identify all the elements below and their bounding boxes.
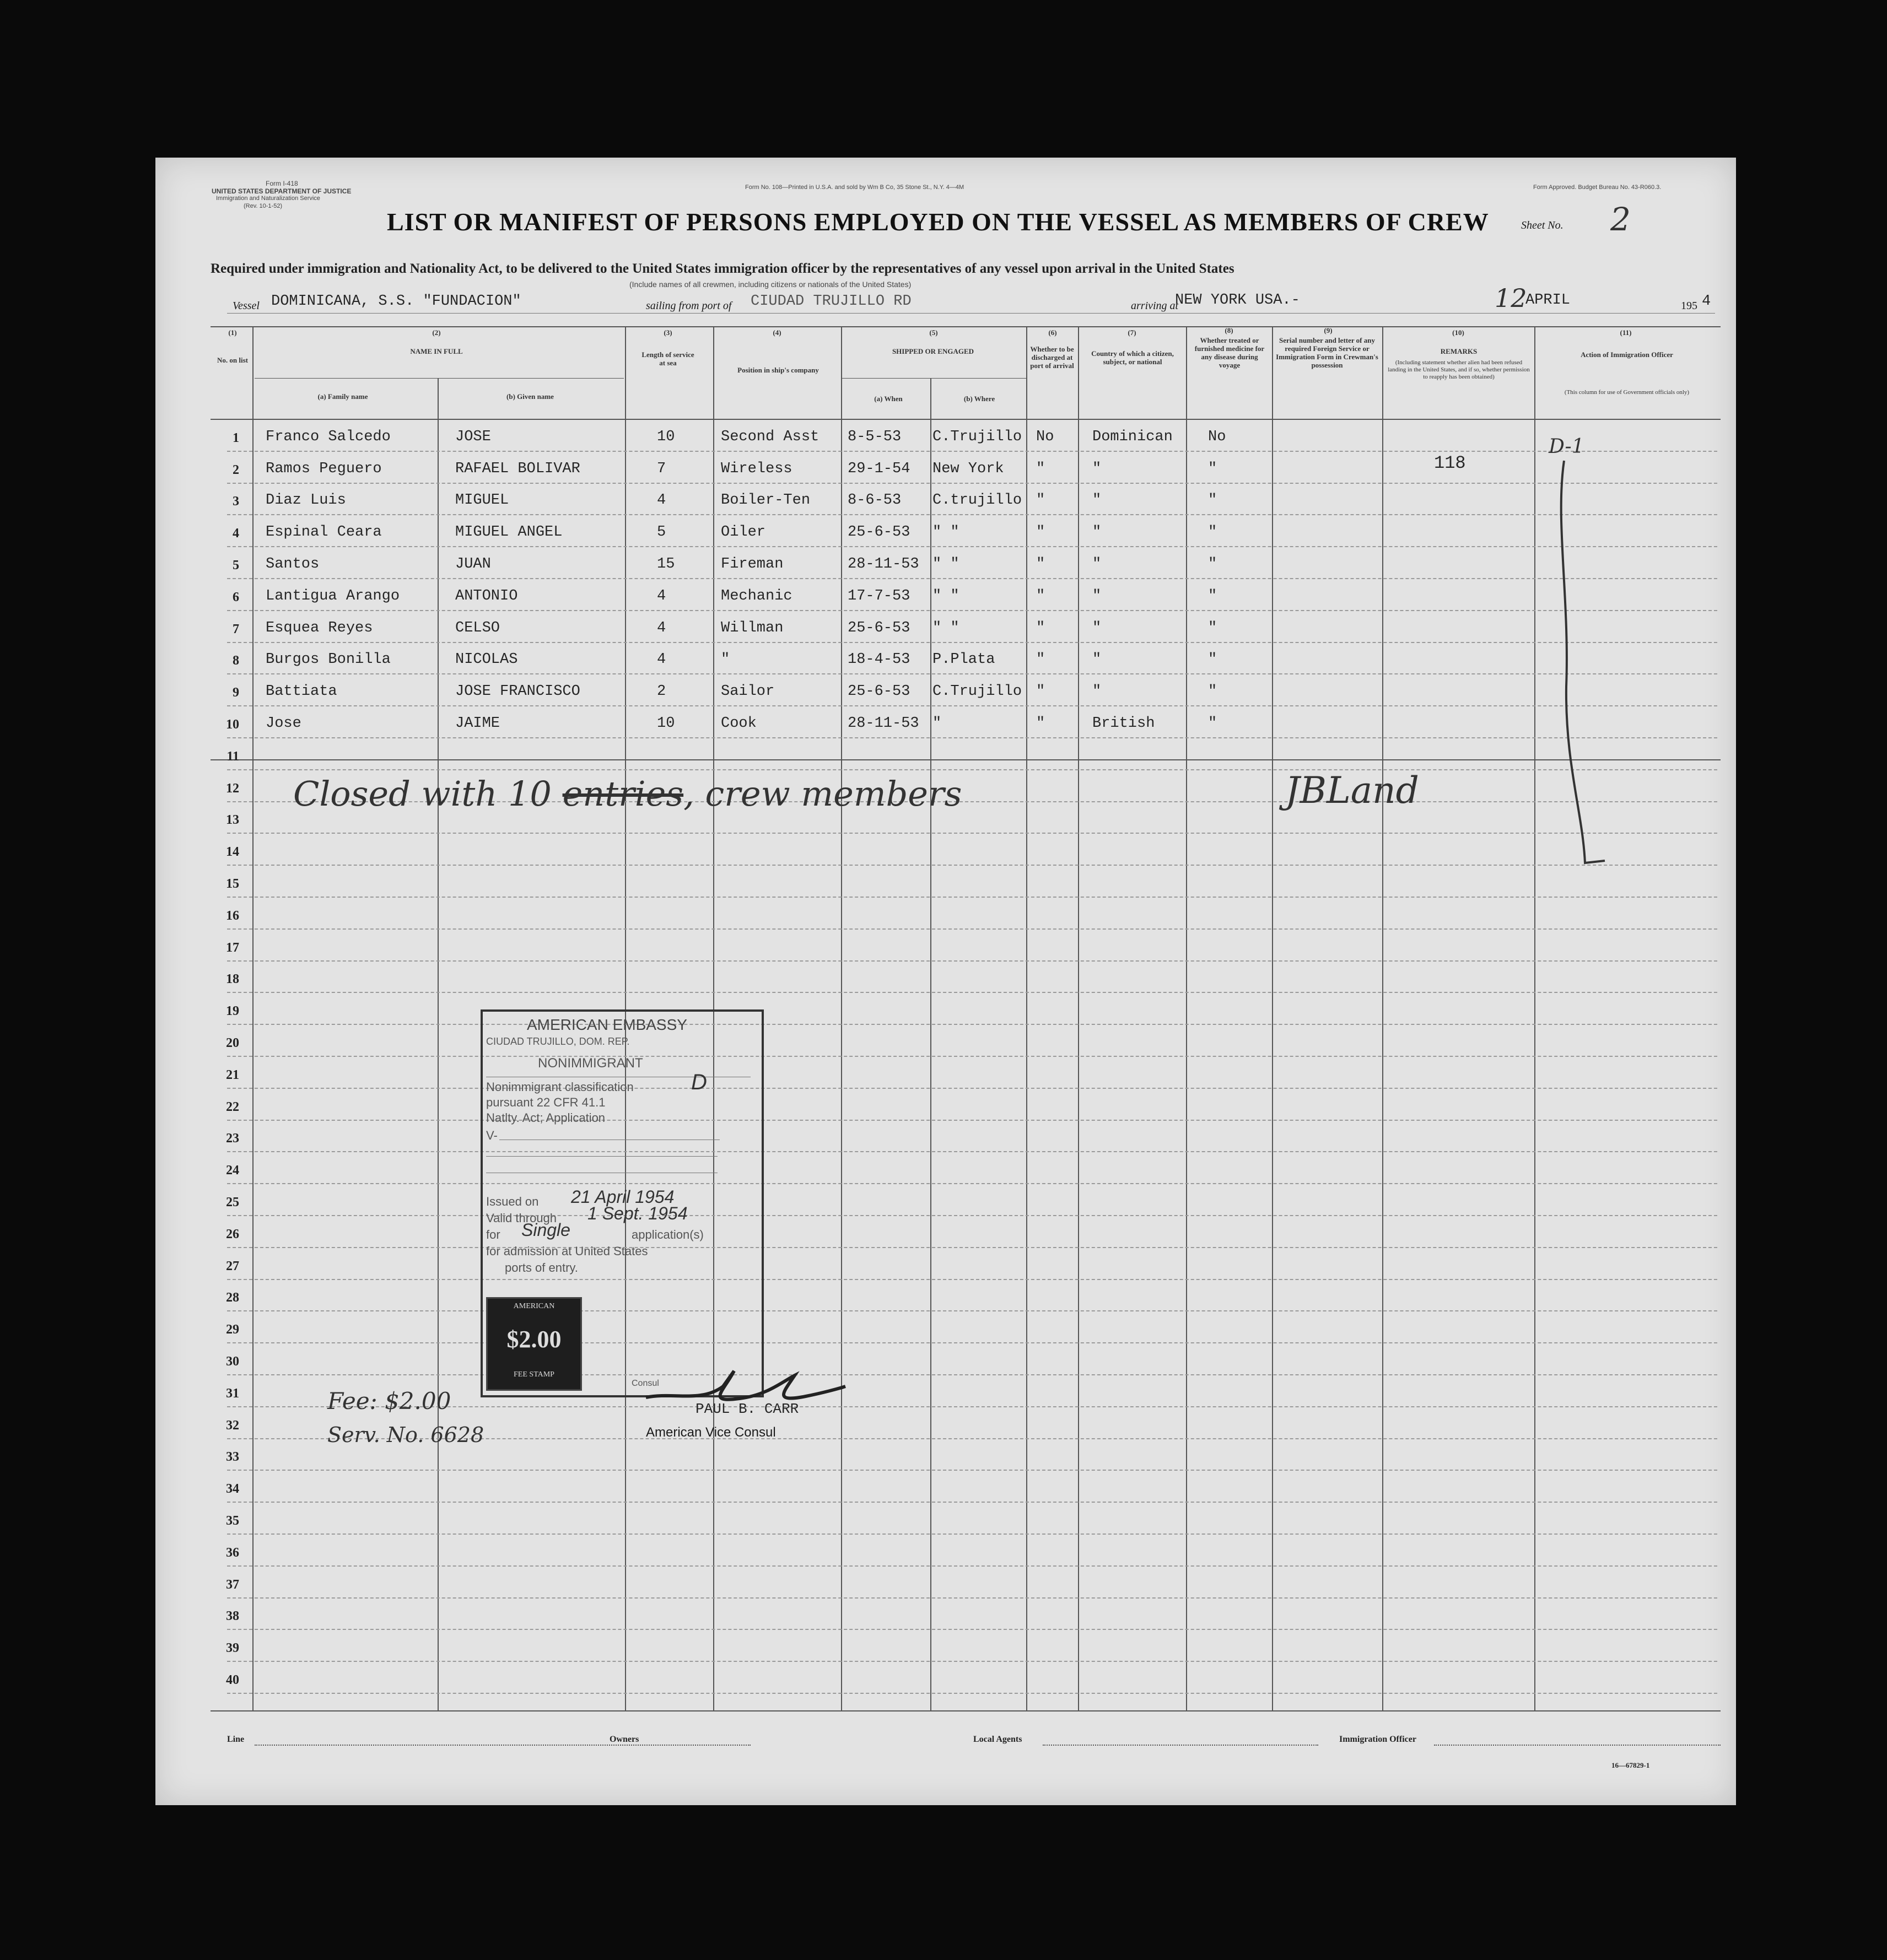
- row-rule: [227, 642, 1717, 643]
- crew-country: ": [1092, 524, 1102, 541]
- crew-when: 8-5-53: [848, 428, 902, 445]
- crew-position: Second Asst: [721, 428, 820, 445]
- col-3-num: (3): [664, 328, 672, 337]
- crew-discharged: ": [1036, 587, 1045, 604]
- row-number: 39: [226, 1641, 239, 1656]
- crew-service: 15: [657, 556, 675, 573]
- crew-position: Boiler-Ten: [721, 492, 811, 509]
- row-rule: [227, 1693, 1717, 1694]
- row-number: 31: [226, 1386, 239, 1401]
- row-number: 36: [226, 1545, 239, 1560]
- crew-country: British: [1092, 715, 1155, 732]
- crew-treated: ": [1208, 524, 1217, 541]
- fee-note: Fee: $2.00: [327, 1387, 451, 1414]
- row-number: 12: [226, 781, 239, 796]
- footer-line: Line: [227, 1735, 245, 1744]
- manifest-title: LIST OR MANIFEST OF PERSONS EMPLOYED ON THE VESSEL AS MEMBERS OF CREW: [387, 208, 1489, 236]
- row-rule: [227, 1470, 1717, 1471]
- row-number: 23: [226, 1131, 239, 1146]
- row-rule: [227, 1279, 1717, 1280]
- crew-country: ": [1092, 460, 1102, 477]
- fee-stamp-value: $2.00: [506, 1326, 562, 1353]
- crew-family: Diaz Luis: [266, 492, 346, 509]
- row-rule: [227, 673, 1717, 674]
- stamp-valid-date: 1 Sept. 1954: [587, 1203, 688, 1223]
- crew-when: 25-6-53: [848, 524, 910, 541]
- col-11-note: (This column for use of Government officials only): [1564, 389, 1690, 396]
- crew-family: Ramos Peguero: [266, 460, 382, 477]
- row-rule: [227, 1024, 1717, 1025]
- crew-service: 4: [657, 619, 666, 636]
- row-number: 22: [226, 1099, 239, 1114]
- crew-discharged: ": [1036, 619, 1045, 636]
- col-10-head: REMARKS: [1440, 347, 1478, 355]
- crew-service: 7: [657, 460, 666, 477]
- row-number: 9: [233, 685, 239, 700]
- stamp-consul: Consul: [632, 1379, 659, 1388]
- row-number: 33: [226, 1450, 239, 1465]
- col-5-num: (5): [929, 328, 938, 337]
- row-number: 20: [226, 1036, 239, 1050]
- crew-discharged: ": [1036, 556, 1045, 573]
- row-rule: [227, 1342, 1717, 1343]
- row-number: 25: [226, 1195, 239, 1210]
- footer-officer: Immigration Officer: [1339, 1735, 1416, 1744]
- crew-family: Espinal Ceara: [266, 524, 382, 541]
- crew-given: RAFAEL BOLIVAR: [455, 460, 580, 477]
- crew-given: JOSE FRANCISCO: [455, 683, 580, 700]
- crew-family: Esquea Reyes: [266, 619, 373, 636]
- footer-officer-rule: [1434, 1745, 1721, 1746]
- row-number: 30: [226, 1354, 239, 1369]
- crew-country: Dominican: [1092, 428, 1173, 445]
- footer-agents-rule: [1043, 1745, 1318, 1746]
- col-2a-head: (a) Family name: [317, 392, 368, 401]
- row-number: 24: [226, 1163, 239, 1178]
- row-rule: [227, 1120, 1717, 1121]
- vessel-label: Vessel: [233, 300, 260, 312]
- crew-when: 28-11-53: [848, 715, 919, 732]
- crew-position: Fireman: [721, 556, 784, 573]
- signer-name: PAUL B. CARR: [696, 1401, 799, 1417]
- row-number: 14: [226, 845, 239, 860]
- row-rule: [227, 1247, 1717, 1248]
- arrival-month: APRIL: [1525, 292, 1571, 309]
- serv-note: Serv. No. 6628: [327, 1423, 484, 1447]
- row-number: 2: [233, 462, 239, 477]
- crew-family: Lantigua Arango: [266, 587, 400, 604]
- row-number: 26: [226, 1227, 239, 1241]
- crew-country: ": [1092, 619, 1102, 636]
- row-number: 17: [226, 940, 239, 955]
- row-rule: [227, 833, 1717, 834]
- col-2-num: (2): [432, 328, 441, 337]
- form-agency: UNITED STATES DEPARTMENT OF JUSTICE: [212, 187, 352, 195]
- row-rule: [227, 769, 1717, 770]
- stamp-nonimmigrant: NONIMMIGRANT: [538, 1056, 643, 1071]
- crew-family: Jose: [266, 715, 301, 732]
- arriving-label: arriving at: [1131, 300, 1179, 312]
- crew-country: ": [1092, 651, 1102, 668]
- crew-given: JUAN: [455, 556, 491, 573]
- crew-when: 8-6-53: [848, 492, 902, 509]
- row-rule: [227, 546, 1717, 547]
- manifest-rows: [155, 158, 1736, 1805]
- crew-family: Santos: [266, 556, 320, 573]
- row-number: 19: [226, 1004, 239, 1019]
- col-2b-head: (b) Given name: [506, 392, 554, 401]
- sailing-label: sailing from port of: [646, 300, 732, 312]
- stamp-class: Nonimmigrant classification: [486, 1080, 634, 1094]
- row-rule: [227, 1183, 1717, 1184]
- row-number: 11: [227, 749, 239, 764]
- col-10-num: (10): [1452, 328, 1464, 337]
- col-1-num: (1): [228, 328, 237, 337]
- crew-given: ANTONIO: [455, 587, 518, 604]
- stamp-issued-date: 21 April 1954: [571, 1187, 675, 1207]
- stamp-for: for: [486, 1228, 500, 1241]
- col-8-num: (8): [1225, 326, 1233, 334]
- row-number: 35: [226, 1514, 239, 1528]
- crew-service: 10: [657, 715, 675, 732]
- crew-remarks: 118: [1434, 452, 1466, 473]
- row-number: 37: [226, 1577, 239, 1592]
- crew-position: Wireless: [721, 460, 792, 477]
- crew-given: MIGUEL: [455, 492, 509, 509]
- col-9-num: (9): [1324, 326, 1333, 334]
- crew-where: " ": [932, 587, 959, 604]
- crew-discharged: ": [1036, 651, 1045, 668]
- crew-when: 29-1-54: [848, 460, 910, 477]
- row-rule: [227, 1056, 1717, 1057]
- crew-when: 28-11-53: [848, 556, 919, 573]
- row-number: 7: [233, 622, 239, 636]
- crew-position: Mechanic: [721, 587, 792, 604]
- officer-mark: D-1: [1549, 435, 1584, 458]
- row-number: 5: [233, 558, 239, 573]
- crew-discharged: No: [1036, 428, 1054, 445]
- row-rule: [227, 610, 1717, 611]
- form-service: Immigration and Naturalization Service: [216, 195, 320, 202]
- stamp-issued: Issued on: [486, 1195, 539, 1208]
- col-5-head: SHIPPED OR ENGAGED: [892, 347, 974, 355]
- row-rule: [227, 705, 1717, 706]
- row-rule: [227, 578, 1717, 579]
- row-rule: [227, 897, 1717, 898]
- col-1-head: No. on list: [217, 356, 248, 364]
- crew-when: 17-7-53: [848, 587, 910, 604]
- row-rule: [227, 1661, 1717, 1662]
- col-6-num: (6): [1048, 328, 1057, 337]
- crew-discharged: ": [1036, 715, 1045, 732]
- year-prefix: 195: [1681, 300, 1697, 312]
- row-number: 6: [233, 590, 239, 604]
- row-number: 29: [226, 1322, 239, 1337]
- row-number: 15: [226, 877, 239, 891]
- manifest-subtitle: Required under immigration and Nationality Act, to be delivered to the United States immigration officer by the representatives of any vessel upon arrival in the United States: [211, 261, 1234, 276]
- crew-treated: ": [1208, 492, 1217, 509]
- crew-where: C.Trujillo: [932, 683, 1022, 700]
- crew-where: New York: [932, 460, 1004, 477]
- row-rule: [227, 1534, 1717, 1535]
- row-number: 40: [226, 1673, 239, 1687]
- crew-position: Willman: [721, 619, 784, 636]
- fee-stamp: [486, 1297, 582, 1391]
- crew-where: ": [932, 715, 942, 732]
- crew-position: ": [721, 651, 730, 668]
- row-rule: [227, 865, 1717, 866]
- col-6-head: Whether to be discharged at port of arrival: [1030, 345, 1074, 370]
- row-rule: [227, 992, 1717, 993]
- budget-note: Form Approved. Budget Bureau No. 43-R060.3.: [1533, 184, 1662, 191]
- row-rule: [227, 514, 1717, 515]
- footer-line-rule: [255, 1745, 751, 1746]
- row-number: 8: [233, 654, 239, 668]
- crew-given: JAIME: [455, 715, 500, 732]
- row-number: 1: [233, 430, 239, 445]
- crew-country: ": [1092, 556, 1102, 573]
- row-rule: [227, 1215, 1717, 1216]
- stamp-class-mark: D: [691, 1070, 707, 1094]
- stamp-city: CIUDAD TRUJILLO, DOM. REP.: [486, 1036, 630, 1047]
- crew-when: 25-6-53: [848, 619, 910, 636]
- col-5b-head: (b) Where: [963, 395, 995, 403]
- closed-prefix: Closed with 10: [293, 774, 552, 814]
- crew-service: 10: [657, 428, 675, 445]
- col-5a-head: (a) When: [874, 395, 903, 403]
- crew-family: Burgos Bonilla: [266, 651, 391, 668]
- crew-given: CELSO: [455, 619, 500, 636]
- crew-country: ": [1092, 683, 1102, 700]
- crew-where: C.Trujillo: [932, 428, 1022, 445]
- stamp-for-value: Single: [521, 1220, 570, 1240]
- crew-where: " ": [932, 556, 959, 573]
- row-number: 27: [226, 1259, 239, 1273]
- crew-given: MIGUEL ANGEL: [455, 524, 563, 541]
- row-rule: [227, 1088, 1717, 1089]
- stamp-rule: [486, 1156, 718, 1157]
- row-number: 32: [226, 1418, 239, 1433]
- col-4-head: Position in ship's company: [737, 366, 819, 374]
- crew-country: ": [1092, 492, 1102, 509]
- row-number: 10: [226, 717, 239, 732]
- crew-discharged: ": [1036, 683, 1045, 700]
- crew-where: P.Plata: [932, 651, 995, 668]
- footer-agents: Local Agents: [973, 1735, 1022, 1744]
- footer-owners: Owners: [610, 1735, 639, 1744]
- row-number: 16: [226, 908, 239, 923]
- stamp-admission: for admission at United States: [486, 1244, 648, 1258]
- row-rule: [227, 1502, 1717, 1503]
- fee-stamp-top: AMERICAN: [513, 1302, 555, 1310]
- stamp-natlty: Natlty. Act; Application: [486, 1111, 606, 1125]
- row-number: 4: [233, 526, 239, 541]
- crew-service: 5: [657, 524, 666, 541]
- crew-position: Oiler: [721, 524, 766, 541]
- stamp-pursuant: pursuant 22 CFR 41.1: [486, 1095, 606, 1109]
- crew-treated: ": [1208, 683, 1217, 700]
- row-number: 13: [226, 813, 239, 828]
- crew-service: 2: [657, 683, 666, 700]
- col-7-head: Country of which a citizen, subject, or national: [1091, 349, 1174, 366]
- crew-treated: ": [1208, 587, 1217, 604]
- closed-suffix: , crew members: [683, 774, 962, 814]
- col-10-note: (Including statement whether alien had been refused landing in the United States, and if so, whether permission to reapply has been obtained): [1388, 359, 1530, 380]
- closed-note: [293, 774, 962, 814]
- row-number: 21: [226, 1067, 239, 1082]
- crew-treated: ": [1208, 556, 1217, 573]
- form-revision: (Rev. 10-1-52): [244, 203, 283, 209]
- crew-treated: ": [1208, 619, 1217, 636]
- row-number: 18: [226, 972, 239, 987]
- crew-family: Franco Salcedo: [266, 428, 391, 445]
- include-note: (Include names of all crewmen, including citizens or nationals of the United States): [629, 280, 912, 289]
- row-rule: [227, 1310, 1717, 1311]
- col-11-num: (11): [1620, 328, 1632, 337]
- row-rule: [227, 1151, 1717, 1152]
- stamp-application: application(s): [632, 1228, 704, 1241]
- sheet-no-label: Sheet No.: [1521, 219, 1563, 231]
- crew-service: 4: [657, 587, 666, 604]
- row-rule: [227, 928, 1717, 930]
- row-rule: [227, 451, 1717, 452]
- officer-bracket-line: [1544, 455, 1621, 885]
- crew-treated: No: [1208, 428, 1226, 445]
- arriving-port: NEW YORK USA.-: [1175, 292, 1300, 309]
- crew-discharged: ": [1036, 492, 1045, 509]
- crew-discharged: ": [1036, 524, 1045, 541]
- row-rule: [227, 1374, 1717, 1375]
- arrival-day: 12: [1495, 283, 1527, 313]
- row-rule: [227, 1629, 1717, 1630]
- row-rule: [227, 483, 1717, 484]
- printer-note: Form No. 108—Printed in U.S.A. and sold by Wm B Co, 35 Stone St., N.Y. 4—4M: [745, 184, 964, 191]
- stamp-valid: Valid through: [486, 1211, 557, 1225]
- year-suffix: 4: [1702, 293, 1711, 310]
- col-4-num: (4): [773, 328, 781, 337]
- crew-where: C.trujillo: [932, 492, 1022, 509]
- crew-when: 18-4-53: [848, 651, 910, 668]
- footer-code: 16—67829-1: [1611, 1761, 1650, 1769]
- crew-treated: ": [1208, 651, 1217, 668]
- row-rule: [227, 1565, 1717, 1567]
- row-number: 34: [226, 1482, 239, 1497]
- crew-given: NICOLAS: [455, 651, 518, 668]
- sailing-port: CIUDAD TRUJILLO RD: [751, 293, 912, 310]
- col-9-head: Serial number and letter of any required Foreign Service or Immigration Form in Crewman's possession: [1276, 336, 1378, 369]
- crew-family: Battiata: [266, 683, 337, 700]
- row-rule: [227, 960, 1717, 962]
- crew-position: Sailor: [721, 683, 775, 700]
- col-2-head: NAME IN FULL: [410, 347, 463, 355]
- sheet-no: 2: [1610, 201, 1631, 238]
- crew-service: 4: [657, 651, 666, 668]
- col-11-head: Action of Immigration Officer: [1581, 350, 1673, 359]
- fee-stamp-bottom: FEE STAMP: [514, 1370, 554, 1379]
- officer-initials: JBLand: [1285, 769, 1419, 812]
- crew-position: Cook: [721, 715, 757, 732]
- col-3-head: Length of service at sea: [641, 350, 694, 367]
- crew-treated: ": [1208, 715, 1217, 732]
- row-rule: [227, 1597, 1717, 1599]
- closed-struck-word: entries: [562, 774, 684, 814]
- col-8-head: Whether treated or furnished medicine for any disease during voyage: [1194, 336, 1265, 369]
- row-number: 28: [226, 1291, 239, 1305]
- crew-country: ": [1092, 587, 1102, 604]
- col-7-num: (7): [1128, 328, 1136, 337]
- crew-where: " ": [932, 619, 959, 636]
- crew-discharged: ": [1036, 460, 1045, 477]
- row-rule: [227, 737, 1717, 738]
- stamp-ports: ports of entry.: [505, 1261, 578, 1275]
- row-number: 38: [226, 1609, 239, 1624]
- vessel-name: DOMINICANA, S.S. "FUNDACION": [271, 293, 521, 310]
- signer-title: American Vice Consul: [646, 1425, 776, 1440]
- stamp-v: V-: [486, 1129, 498, 1142]
- manifest-sheet: [155, 158, 1736, 1805]
- crew-service: 4: [657, 492, 666, 509]
- crew-treated: ": [1208, 460, 1217, 477]
- crew-where: " ": [932, 524, 959, 541]
- crew-given: JOSE: [455, 428, 491, 445]
- crew-when: 25-6-53: [848, 683, 910, 700]
- stamp-embassy: AMERICAN EMBASSY: [527, 1016, 687, 1033]
- row-number: 3: [233, 494, 239, 509]
- form-id: Form I-418: [266, 180, 298, 187]
